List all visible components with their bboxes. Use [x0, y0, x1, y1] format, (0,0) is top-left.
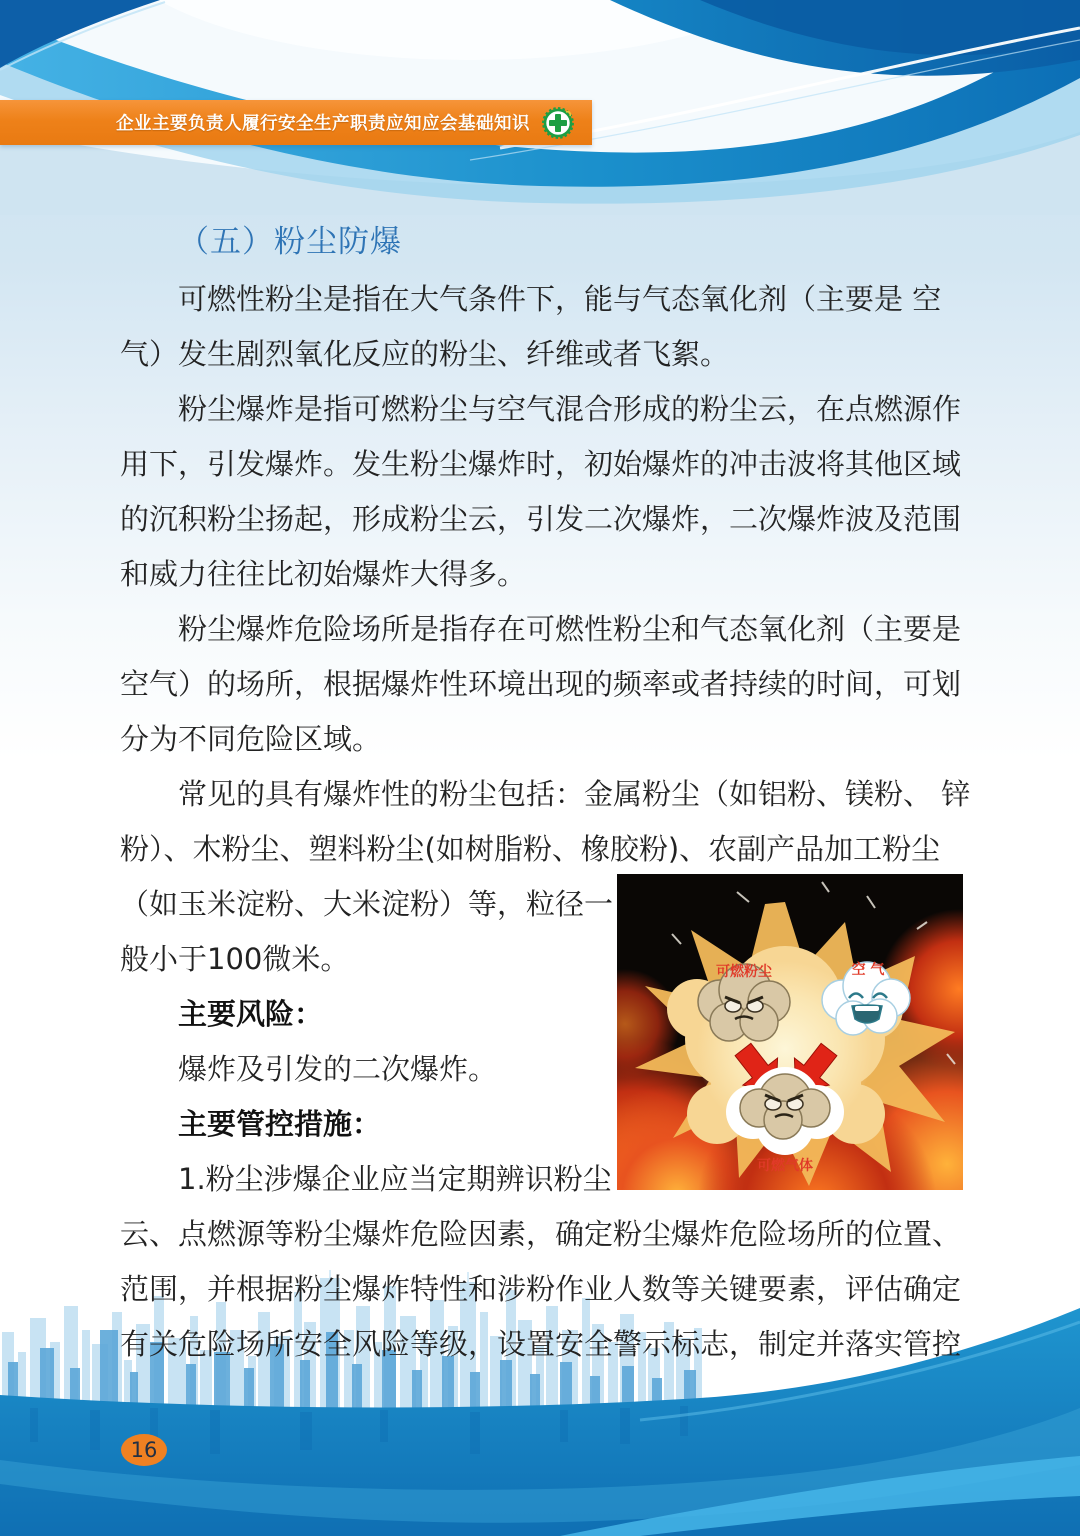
body-line: 可燃性粉尘是指在大气条件下，能与气态氧化剂（主要是 空: [178, 282, 942, 316]
figure-label-air: 空 气: [851, 962, 885, 978]
header-banner: [0, 100, 592, 145]
section-heading: （五）粉尘防爆: [178, 224, 402, 260]
body-line: 爆炸及引发的二次爆炸。: [178, 1052, 498, 1086]
body-line: （如玉米淀粉、大米淀粉）等，粒径一: [120, 887, 614, 921]
figure-label-gas: 可燃气体: [757, 1158, 813, 1174]
body-line: 粉尘爆炸危险场所是指存在可燃性粉尘和气态氧化剂（主要是: [178, 612, 962, 646]
body-line: 主要管控措施：: [178, 1107, 382, 1141]
body-line: 空气）的场所，根据爆炸性环境出现的频率或者持续的时间，可划: [120, 667, 962, 701]
body-line: 范围，并根据粉尘爆炸特性和涉粉作业人数等关键要素，评估确定: [120, 1272, 962, 1306]
body-line: 用下，引发爆炸。发生粉尘爆炸时，初始爆炸的冲击波将其他区域: [120, 447, 962, 481]
body-line: 般小于100微米。: [120, 942, 350, 976]
banner-title: 企业主要负责人履行安全生产职责应知应会基础知识: [116, 114, 530, 134]
body-line: 有关危险场所安全风险等级，设置安全警示标志，制定并落实管控: [120, 1327, 962, 1361]
body-line: 常见的具有爆炸性的粉尘包括：金属粉尘（如铝粉、镁粉、 锌: [178, 777, 971, 811]
safety-cross-logo-icon: [542, 107, 574, 139]
page-number-badge: [121, 1434, 167, 1466]
body-line: 分为不同危险区域。: [120, 722, 382, 756]
figure-label-dust: 可燃粉尘: [716, 964, 772, 980]
body-line: 的沉积粉尘扬起，形成粉尘云，引发二次爆炸，二次爆炸波及范围: [120, 502, 962, 536]
body-line: 粉）、木粉尘、塑料粉尘(如树脂粉、橡胶粉)、农副产品加工粉尘: [120, 832, 941, 866]
body-line: 1.粉尘涉爆企业应当定期辨识粉尘: [178, 1162, 612, 1196]
body-line: 粉尘爆炸是指可燃粉尘与空气混合形成的粉尘云，在点燃源作: [178, 392, 962, 426]
body-line: 和威力往往比初始爆炸大得多。: [120, 557, 527, 591]
body-line: 主要风险：: [178, 997, 324, 1031]
body-line: 云、点燃源等粉尘爆炸危险因素，确定粉尘爆炸危险场所的位置、: [120, 1217, 962, 1251]
page-number: 16: [130, 1438, 158, 1462]
body-text: [120, 272, 971, 1372]
body-line: 气）发生剧烈氧化反应的粉尘、纤维或者飞絮。: [120, 337, 730, 371]
